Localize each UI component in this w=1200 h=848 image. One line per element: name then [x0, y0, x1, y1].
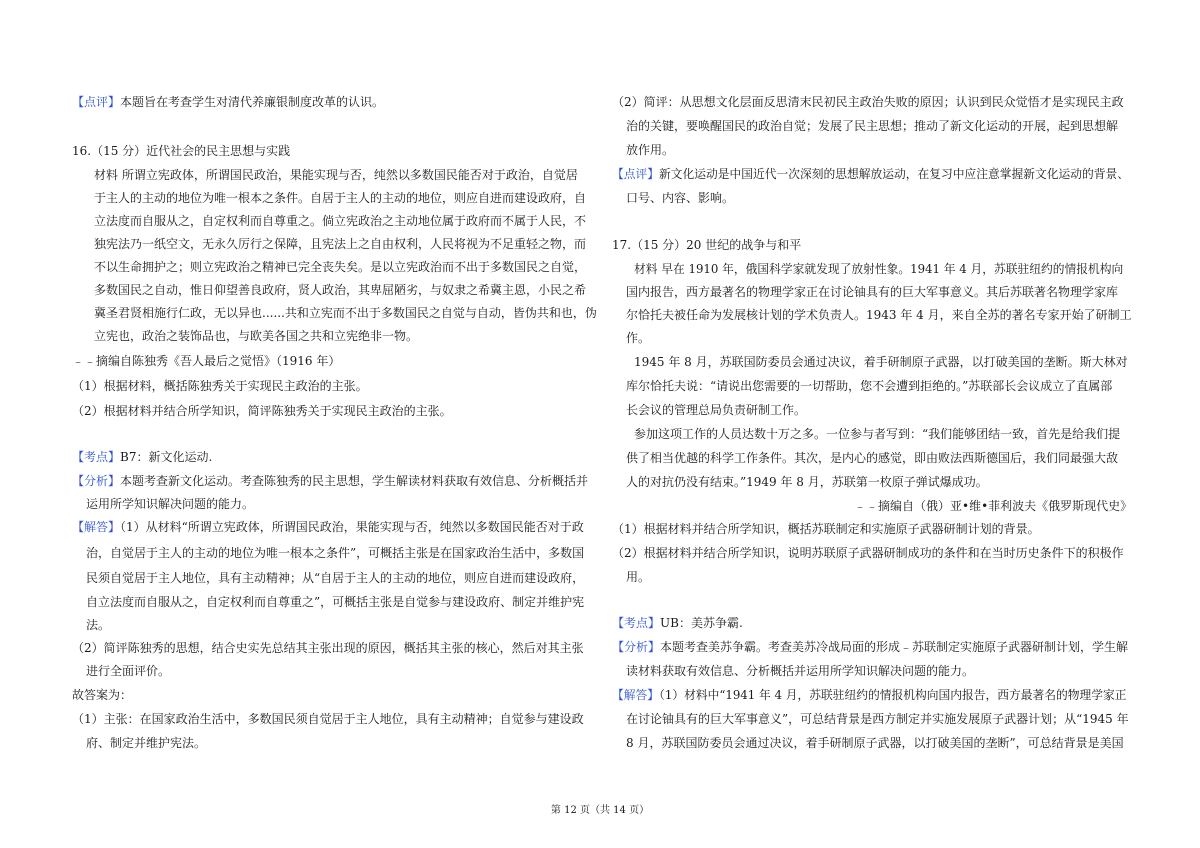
jieda-line: （1）材料中“1941 年 4 月，苏联驻纽约的情报机构向国内报告，西方最著名的物理学家正	[659, 688, 1127, 702]
jieda-line: 法。	[86, 618, 111, 632]
dianping-tag: 【点评】	[612, 167, 659, 181]
question-16-title: 16.（15 分）近代社会的民主思想与实践	[72, 144, 291, 158]
fenxi-note	[612, 639, 1128, 655]
kaodian-note	[612, 615, 743, 631]
q16-material-line: 多数国民之自动，惟日仰望善良政府，贤人政治，其卑屈陋劣，与奴隶之希冀主恩，小民之希	[94, 283, 587, 297]
q17-material-line: 作。	[626, 331, 651, 345]
kaodian-note	[72, 449, 212, 465]
jieda-line: 治，自觉居于主人的主动的地位为唯一根本之条件”，可概括主张是在国家政治生活中，多数国	[86, 546, 585, 560]
dianping-line: 口号、内容、影响。	[626, 191, 735, 205]
kaodian-text: B7：新文化运动.	[120, 450, 213, 464]
jieda-note	[72, 519, 584, 535]
fenxi-line: 读材料获取有效信息、分析概括并运用所学知识解决问题的能力。	[626, 664, 975, 678]
q17-material-line: 尔恰托夫被任命为发展核计划的学术负责人。1943 年 4 月，来自全苏的著名专家开始了研制工	[626, 308, 1132, 322]
q17-material-line: 1945 年 8 月，苏联国防委员会通过决议，着手研制原子武器，以打破美国的垄断。斯大林对	[634, 355, 1128, 369]
q16-material-line: 不以生命拥护之；则立宪政治之精神已完全丧失矣。是以立宪政治而不出于多数国民之自觉，	[94, 260, 587, 274]
fenxi-note	[72, 473, 588, 489]
q16-subquestion-1: （1）根据材料，概括陈独秀关于实现民主政治的主张。	[72, 379, 368, 393]
q17-subquestion-2-cont: 用。	[626, 570, 651, 584]
answer-line: （1）主张：在国家政治生活中，多数国民须自觉居于主人地位，具有主动精神；自觉参与建设政	[72, 712, 584, 726]
fenxi-line: 运用所学知识解决问题的能力。	[86, 497, 255, 511]
jieda2-line: （2）简评陈独秀的思想，结合史实先总结其主张出现的原因，概括其主张的核心，然后对其主张	[72, 641, 584, 655]
kaodian-tag: 【考点】	[72, 450, 121, 464]
q17-material-line: 材料 早在 1910 年，俄国科学家就发现了放射性象。1941 年 4 月，苏联驻纽约的情报机构向	[634, 262, 1124, 276]
q16-source: ﹣﹣摘编自陈独秀《吾人最后之觉悟》（1916 年）	[72, 354, 341, 368]
jieda-line: 8 月，苏联国防委员会通过决议，着手研制原子武器，以打破美国的垄断”，可总结背景是美国	[626, 736, 1124, 750]
dianping-note	[612, 166, 1129, 182]
q17-material-line: 人的对抗仍没有结束。”1949 年 8 月，苏联第一枚原子弹试爆成功。	[626, 475, 988, 489]
jieda-tag: 【解答】	[612, 688, 659, 702]
kaodian-text: UB：美苏争霸.	[660, 616, 743, 630]
fenxi-tag: 【分析】	[72, 474, 121, 488]
dianping-tag: 【点评】	[72, 95, 121, 109]
q17-material-line: 国内报告，西方最著名的物理学家正在讨论铀具有的巨大军事意义。其后苏联著名物理学家库	[626, 285, 1119, 299]
jieda-line: （1）从材料“所谓立宪政体，所谓国民政治，果能实现与否，纯然以多数国民能否对于政	[120, 520, 584, 534]
fenxi-line: 本题考查新文化运动。考查陈独秀的民主思想，学生解读材料获取有效信息、分析概括并	[120, 474, 589, 488]
answer-label: 故答案为：	[72, 688, 133, 702]
answer2-line: 治的关键，要唤醒国民的政治自觉；发展了民主思想；推动了新文化运动的开展，起到思想解	[626, 119, 1119, 133]
page-number: 第 12 页（共 14 页）	[550, 805, 650, 816]
dianping-text: 本题旨在考查学生对清代养廉银制度改革的认识。	[120, 95, 385, 109]
jieda-line: 自立法度而自服从之，自定权利而自尊重之”，可概括主张是自觉参与建设政府、制定并维护宪	[86, 595, 585, 609]
q17-subquestion-2: （2）根据材料并结合所学知识，说明苏联原子武器研制成功的条件和在当时历史条件下的积极作	[612, 546, 1124, 560]
q16-material-line: 独宪法乃一纸空文，无永久厉行之保障，且宪法上之自由权利，人民将视为不足重轻之物，而	[94, 237, 587, 251]
jieda-note	[612, 687, 1126, 703]
q17-material-line: 库尔恰托夫说：“请说出您需要的一切帮助，您不会遭到拒绝的。”苏联部长会议成立了直属部	[626, 379, 1113, 393]
q17-source: ﹣﹣摘编自（俄）亚•维•菲利波夫《俄罗斯现代史》	[854, 499, 1133, 513]
q16-material-line: 材料 所谓立宪政体，所谓国民政治，果能实现与否，纯然以多数国民能否对于政治，自觉居	[94, 168, 578, 182]
jieda-line: 民须自觉居于主人地位，具有主动精神；从“自居于主人的主动的地位，则应自进而建设政府，	[86, 571, 585, 585]
q17-subquestion-1: （1）根据材料并结合所学知识，概括苏联制定和实施原子武器研制计划的背景。	[612, 522, 1040, 536]
dianping-line: 新文化运动是中国近代一次深刻的思想解放运动，在复习中应注意掌握新文化运动的背景、	[659, 167, 1129, 181]
q16-material-line: 冀圣君贤相施行仁政，无以异也......共和立宪而不出于多数国民之自觉与自动，皆伪共和也，伪	[94, 306, 597, 320]
answer2-line: （2）简评：从思想文化层面反思清末民初民主政治失败的原因；认识到民众觉悟才是实现民主政	[612, 95, 1124, 109]
fenxi-line: 本题考查美苏争霸。考查美苏冷战局面的形成﹣苏联制定实施原子武器研制计划，学生解	[660, 640, 1129, 654]
answer-line: 府、制定并维护宪法。	[86, 736, 207, 750]
q16-subquestion-2: （2）根据材料并结合所学知识，简评陈独秀关于实现民主政治的主张。	[72, 404, 452, 418]
q17-material-line: 长会议的管理总局负责研制工作。	[626, 403, 807, 417]
kaodian-tag: 【考点】	[612, 616, 661, 630]
answer2-line: 放作用。	[626, 143, 675, 157]
jieda-tag: 【解答】	[72, 520, 121, 534]
q17-material-line: 供了相当优越的科学工作条件。其次，是内心的感觉，即由败法西斯德国后，我们同最强大敌	[626, 451, 1119, 465]
q17-material-line: 参加这项工作的人员达数十万之多。一位参与者写到：“我们能够团结一致，首先是给我们提	[634, 427, 1121, 441]
q16-material-line: 立宪也，政治之装饰品也，与欧美各国之共和立宪绝非一物。	[94, 329, 419, 343]
fenxi-tag: 【分析】	[612, 640, 661, 654]
jieda-line: 在讨论铀具有的巨大军事意义”，可总结背景是西方制定并实施发展原子武器计划；从“1945 年	[626, 712, 1129, 726]
jieda2-line: 进行全面评价。	[86, 664, 171, 678]
q16-material-line: 于主人的主动的地位为唯一根本之条件。自居于主人的主动的地位，则应自进而建设政府，自	[94, 191, 587, 205]
question-17-title: 17.（15 分）20 世纪的战争与和平	[612, 238, 802, 252]
q16-material-line: 立法度而自服从之，自定权利而自尊重之。倘立宪政治之主动地位属于政府而不属于人民，不	[94, 214, 587, 228]
dianping-note	[72, 94, 384, 110]
